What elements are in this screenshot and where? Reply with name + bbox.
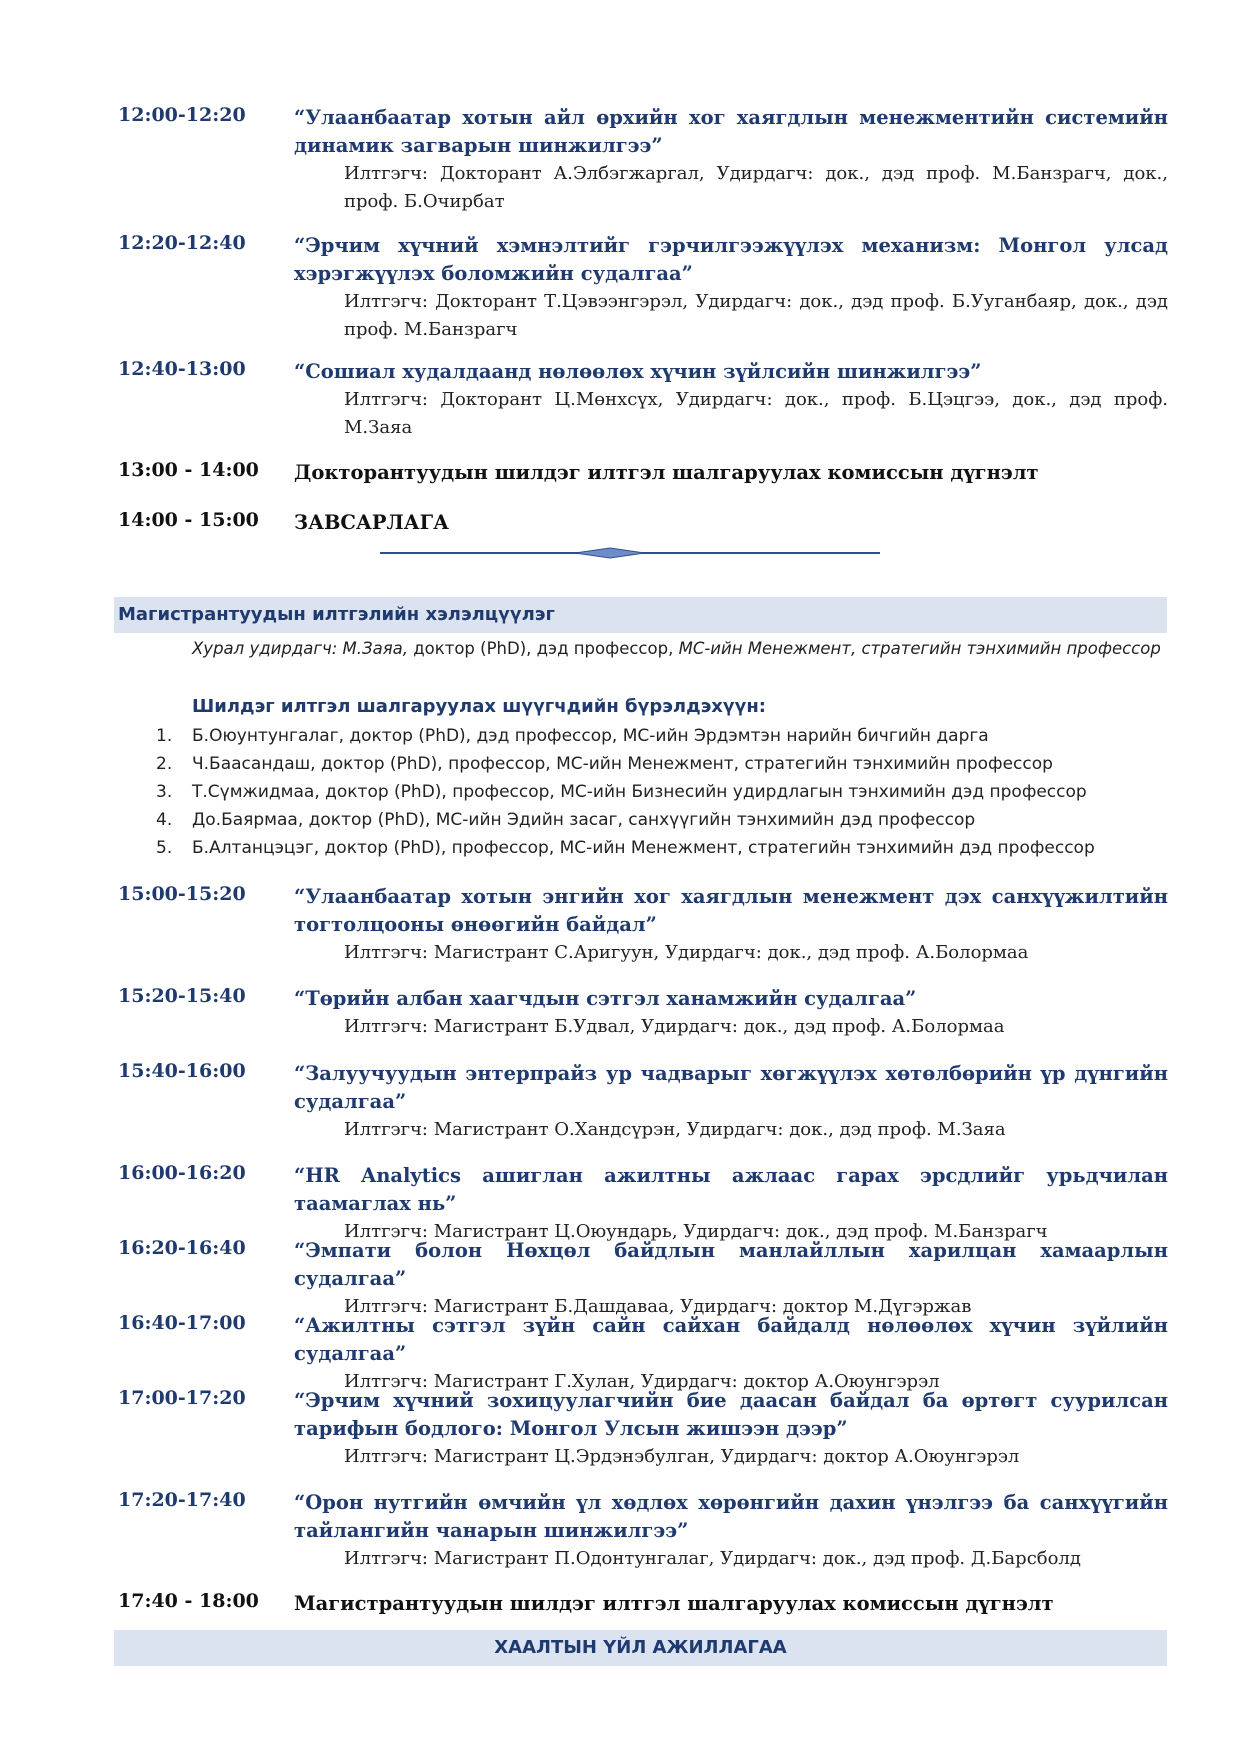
session-time: 12:00-12:20 <box>118 104 246 126</box>
master-commission <box>118 1590 1168 1618</box>
session-presenter: Илтгэгч: Докторант Т.Цэвээнгэрэл, Удирдагч: док., дэд проф. Б.Ууганбаяр, док., дэд проф. М.Банзрагч <box>344 291 1168 340</box>
session-time: 16:40-17:00 <box>118 1312 246 1334</box>
jury-text: Т.Сүмжидмаа, доктор (PhD), профессор, МС-ийн Бизнесийн удирдлагын тэнхимийн дэд профессор <box>192 782 1087 802</box>
session-title: “Ажилтны сэтгэл зүйн сайн сайхан байдалд нөлөөлөх хүчин зүйлийн судалгаа” <box>294 1314 1168 1365</box>
break-time: 14:00 - 15:00 <box>118 509 259 531</box>
section-divider <box>380 546 880 560</box>
session-time: 15:00-15:20 <box>118 883 246 905</box>
session-master-6 <box>118 1312 1168 1396</box>
session-time: 16:00-16:20 <box>118 1162 246 1184</box>
session-presenter: Илтгэгч: Магистрант П.Одонтунгалаг, Удирдагч: док., дэд проф. Д.Барсболд <box>344 1548 1081 1569</box>
session-master-2 <box>118 985 1168 1041</box>
break <box>118 509 1168 537</box>
session-presenter: Илтгэгч: Магистрант Ц.Оюундарь, Удирдагч: док., дэд проф. М.Банзрагч <box>344 1221 1048 1242</box>
session-title: “Орон нутгийн өмчийн үл хөдлөх хөрөнгийн дахин үнэлгээ ба санхүүгийн тайлангийн чанарын шинжилгээ” <box>294 1491 1168 1542</box>
session-presenter: Илтгэгч: Докторант Ц.Мөнхсүх, Удирдагч: док., проф. Б.Цэцгээ, док., дэд проф. М.Заяа <box>344 389 1168 438</box>
session-title: “Сошиал худалдаанд нөлөөлөх хүчин зүйлсийн шинжилгээ” <box>294 360 982 383</box>
closing-text: ХААЛТЫН ҮЙЛ АЖИЛЛАГАА <box>494 1637 787 1658</box>
jury-item <box>156 778 1166 806</box>
jury-item <box>156 750 1166 778</box>
session-time: 17:20-17:40 <box>118 1489 246 1511</box>
session-title: “Залуучуудын энтерпрайз ур чадварыг хөгжүүлэх хөтөлбөрийн үр дүнгийн судалгаа” <box>294 1062 1168 1113</box>
session-phd-1 <box>118 104 1168 216</box>
chair-degree: доктор (PhD), дэд профессор, <box>408 639 679 658</box>
jury-text: До.Баярмаа, доктор (PhD), МС-ийн Эдийн засаг, санхүүгийн тэнхимийн дэд профессор <box>192 810 976 830</box>
session-master-7 <box>118 1387 1168 1471</box>
session-title: “Улаанбаатар хотын айл өрхийн хог хаягдлын менежментийн системийн динамик загварын шинжилгээ” <box>294 106 1168 157</box>
session-title: “Эмпати болон Нөхцөл байдлын манлайллын харилцан хамаарлын судалгаа” <box>294 1239 1168 1290</box>
master-section-heading <box>114 597 1167 633</box>
session-presenter: Илтгэгч: Магистрант Б.Удвал, Удирдагч: док., дэд проф. А.Болормаа <box>344 1016 1005 1037</box>
session-master-3 <box>118 1060 1168 1144</box>
session-time: 16:20-16:40 <box>118 1237 246 1259</box>
commission-time: 17:40 - 18:00 <box>118 1590 259 1612</box>
session-title: “Эрчим хүчний зохицуулагчийн бие даасан байдал ба өртөгт суурилсан тарифын бодлого: Монгол Улсын жишээн дээр” <box>294 1389 1168 1440</box>
jury-item <box>156 722 1166 750</box>
closing-ceremony-bar <box>114 1630 1167 1666</box>
session-title: “Улаанбаатар хотын энгийн хог хаягдлын менежмент дэх санхүүжилтийн тогтолцооны өнөөгийн байдал” <box>294 885 1168 936</box>
session-master-5 <box>118 1237 1168 1321</box>
jury-title: Шилдэг илтгэл шалгаруулах шүүгчдийн бүрэлдэхүүн: <box>192 696 766 717</box>
session-time: 15:20-15:40 <box>118 985 246 1007</box>
session-time: 12:40-13:00 <box>118 358 246 380</box>
jury-num: 5. <box>156 838 173 858</box>
session-title: “Төрийн албан хаагчдын сэтгэл ханамжийн судалгаа” <box>294 987 917 1010</box>
session-time: 12:20-12:40 <box>118 232 246 254</box>
jury-num: 4. <box>156 810 173 830</box>
session-master-1 <box>118 883 1168 967</box>
session-presenter: Илтгэгч: Магистрант Ц.Эрдэнэбулган, Удирдагч: доктор А.Оюунгэрэл <box>344 1446 1020 1467</box>
jury-num: 2. <box>156 754 173 774</box>
jury-text: Б.Оюунтунгалаг, доктор (PhD), дэд профессор, МС-ийн Эрдэмтэн нарийн бичгийн дарга <box>192 726 989 746</box>
jury-item <box>156 806 1166 834</box>
session-title: “Эрчим хүчний хэмнэлтийг гэрчилгээжүүлэх механизм: Монгол улсад хэрэгжүүлэх боломжийн судалгаа” <box>294 234 1168 285</box>
commission-title: Магистрантуудын шилдэг илтгэл шалгаруулах комиссын дүгнэлт <box>294 1592 1054 1615</box>
break-title: ЗАВСАРЛАГА <box>294 511 449 534</box>
session-title: “HR Analytics ашиглан ажилтны ажлаас гарах эрсдлийг урьдчилан таамаглах нь” <box>294 1164 1168 1215</box>
commission-time: 13:00 - 14:00 <box>118 459 259 481</box>
commission-title: Докторантуудын шилдэг илтгэл шалгаруулах комиссын дүгнэлт <box>294 461 1039 484</box>
session-phd-3 <box>118 358 1168 442</box>
jury-text: Ч.Баасандаш, доктор (PhD), профессор, МС-ийн Менежмент, стратегийн тэнхимийн профессор <box>192 754 1053 774</box>
session-presenter: Илтгэгч: Магистрант Б.Дашдаваа, Удирдагч: доктор М.Дүгэржав <box>344 1296 972 1317</box>
session-presenter: Илтгэгч: Докторант А.Элбэгжаргал, Удирдагч: док., дэд проф. М.Банзрагч, док., проф. Б.Очирбат <box>344 163 1168 212</box>
session-phd-2 <box>118 232 1168 344</box>
session-master-8 <box>118 1489 1168 1573</box>
chair-label: Хурал удирдагч: М.Заяа, <box>192 639 409 658</box>
jury-list <box>156 722 1166 862</box>
chair-affiliation: МС-ийн Менежмент, стратегийн тэнхимийн профессор <box>678 639 1161 658</box>
session-master-4 <box>118 1162 1168 1246</box>
section-heading-text: Магистрантуудын илтгэлийн хэлэлцүүлэг <box>118 604 555 625</box>
jury-num: 1. <box>156 726 173 746</box>
jury-text: Б.Алтанцэцэг, доктор (PhD), профессор, МС-ийн Менежмент, стратегийн тэнхимийн дэд профессор <box>192 838 1095 858</box>
session-presenter: Илтгэгч: Магистрант Г.Хулан, Удирдагч: доктор А.Оюунгэрэл <box>344 1371 940 1392</box>
phd-commission <box>118 459 1168 487</box>
session-presenter: Илтгэгч: Магистрант О.Хандсүрэн, Удирдагч: док., дэд проф. М.Заяа <box>344 1119 1006 1140</box>
session-presenter: Илтгэгч: Магистрант С.Аригуун, Удирдагч: док., дэд проф. А.Болормаа <box>344 942 1029 963</box>
session-time: 17:00-17:20 <box>118 1387 246 1409</box>
session-chair <box>192 636 1167 661</box>
jury-item <box>156 834 1166 862</box>
jury-num: 3. <box>156 782 173 802</box>
session-time: 15:40-16:00 <box>118 1060 246 1082</box>
